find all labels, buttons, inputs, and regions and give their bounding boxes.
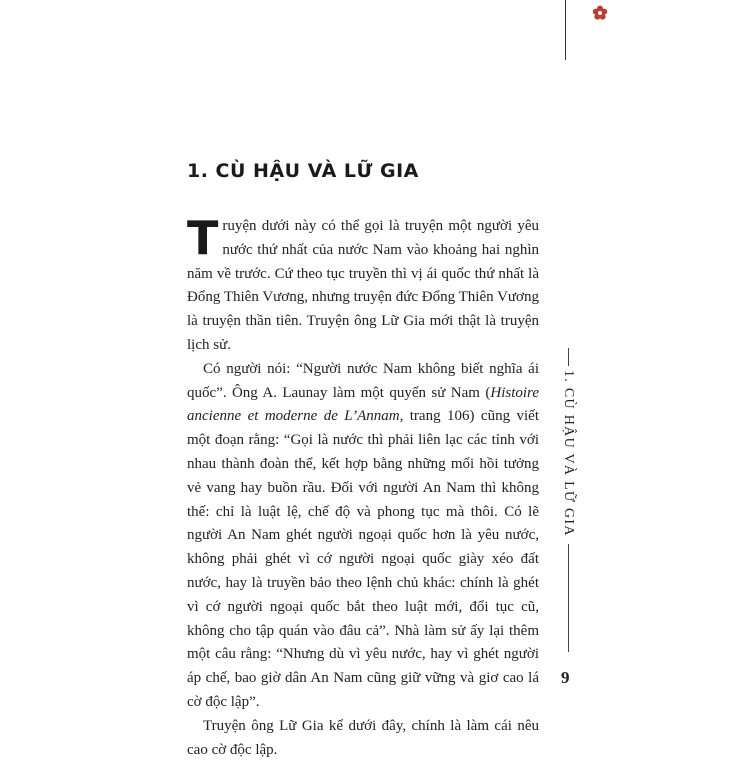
- paragraph-2-text-a: Có người nói: “Người nước Nam không biết nghĩa ái quốc”. Ông A. Launay làm một quyển sử Nam (: [187, 360, 539, 401]
- paragraph-2-text-b: trang 106) cũng viết một đoạn rằng: “Gọi là nước thì phải liên lạc các tỉnh với nhau thành đoàn thể, kết hợp bằng những mối hồi tưởng vẻ vang hay buồn rầu. Đối với người An Nam thì không thế: chỉ là luật lệ, chế độ và phong tục mà thôi. Có lẽ người An Nam ghét người ngoại quốc hơn là yêu nước, không phải ghét vì cớ người ngoại quốc giày xéo đất nước, hay là truyền bảo theo lệnh chủ khác: chính là ghét vì cớ người ngoại quốc bắt theo luật mới, đổi tục cũ, không cho tập quán vào đâu cả”. Nhà làm sử ấy lại thêm một câu rằng: “Nhưng dù vì yêu nước, hay vì ghét người áp chế, bao giờ dân An Nam cũng giữ vững và giơ cao lá cờ độc lập”.: [187, 408, 540, 710]
- drop-cap: T: [187, 211, 219, 265]
- paragraph-3: Truyện ông Lữ Gia kể dưới đây, chính là làm cái nêu cao cờ độc lập.: [187, 717, 539, 758]
- side-rule-bottom: [568, 544, 569, 652]
- paragraph-2: [187, 358, 539, 715]
- flower-icon: [592, 5, 608, 21]
- chapter-title: 1. CÙ HẬU VÀ LỮ GIA: [187, 160, 419, 182]
- paragraph-1: [187, 211, 539, 358]
- paragraph-1-text: ruyện dưới này có thể gọi là truyện một người yêu nước thứ nhất của nước Nam vào khoảng hai nghìn năm về trước. Cứ theo tục truyền thì vị ái quốc thứ nhất là Đổng Thiên Vương, nhưng truyện đức Đổng Thiên Vương là truyện thần tiên. Truyện ông Lữ Gia mới thật là truyện lịch sử.: [187, 218, 539, 353]
- side-running-title: [556, 370, 580, 540]
- page-number: 9: [561, 668, 570, 687]
- side-running-title-text: 1. CÙ HẬU VÀ LỮ GIA: [561, 370, 576, 537]
- body-text: [187, 211, 540, 762]
- side-rule-top: [568, 348, 569, 366]
- top-vertical-rule: [565, 0, 566, 60]
- book-title: Histoire ancienne et moderne de L’Annam,: [187, 384, 539, 425]
